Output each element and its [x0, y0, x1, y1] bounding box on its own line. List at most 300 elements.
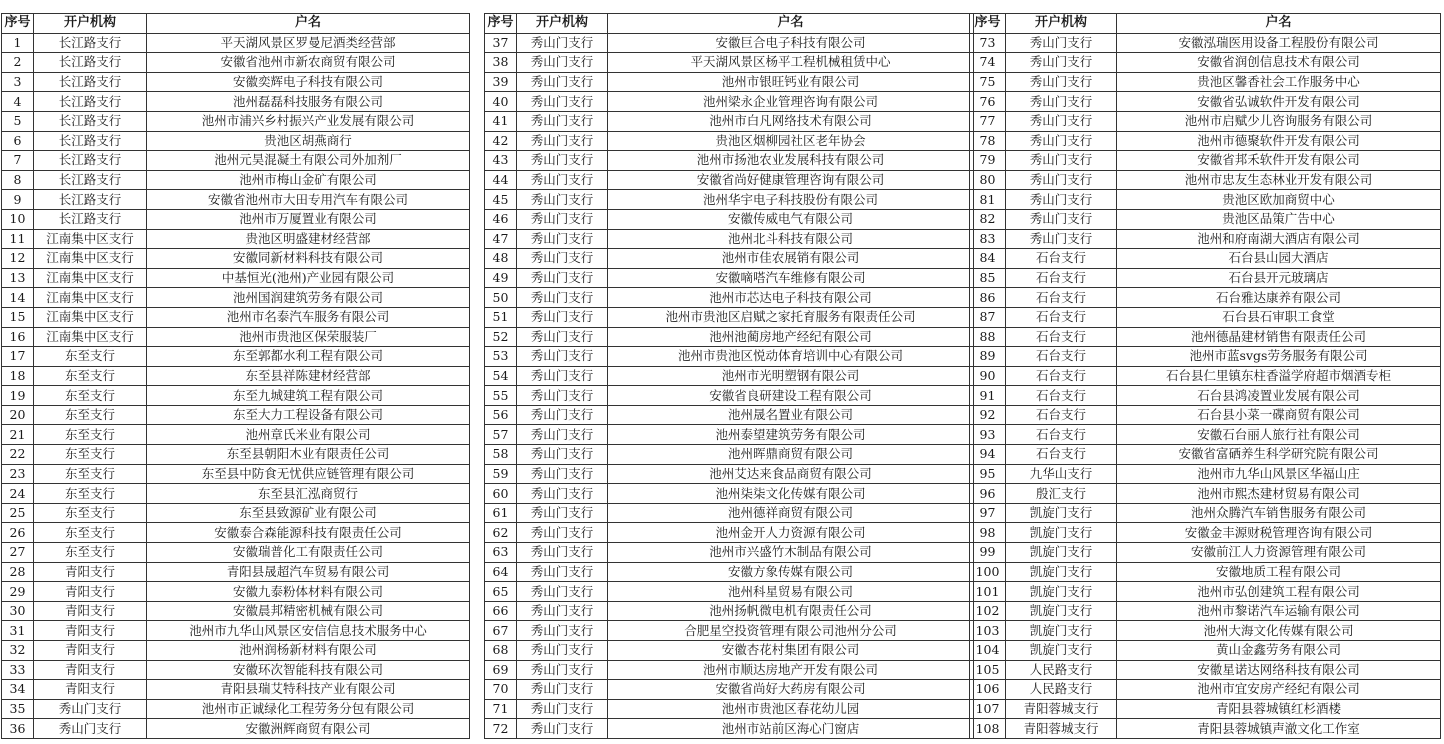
table-row [970, 151, 1441, 171]
table-row [485, 543, 974, 563]
table-row [2, 680, 470, 700]
table-row [485, 445, 974, 465]
table-row [970, 72, 1441, 92]
cell-no: 58 [485, 445, 517, 465]
cell-account-name: 东至县祥陈建材经营部 [147, 366, 470, 386]
cell-account-name: 安徽省池州市大田专用汽车有限公司 [147, 190, 470, 210]
cell-account-name: 贵池区品策广告中心 [1117, 209, 1441, 229]
table-row [2, 327, 470, 347]
cell-no: 104 [970, 641, 1006, 661]
table-row [970, 190, 1441, 210]
cell-account-name: 安徽九泰粉体材料有限公司 [147, 582, 470, 602]
table-row [2, 268, 470, 288]
cell-no: 39 [485, 72, 517, 92]
cell-no: 102 [970, 601, 1006, 621]
cell-bank: 长江路支行 [34, 209, 147, 229]
cell-no: 52 [485, 327, 517, 347]
table-row [970, 347, 1441, 367]
header-bank: 开户机构 [1006, 14, 1117, 34]
account-table-2 [484, 13, 974, 739]
table-row [970, 680, 1441, 700]
cell-bank: 秀山门支行 [517, 484, 608, 504]
table-row [485, 523, 974, 543]
cell-account-name: 池州元昊混凝土有限公司外加剂厂 [147, 151, 470, 171]
table-row [2, 386, 470, 406]
table-row [2, 307, 470, 327]
cell-account-name: 池州市贵池区悦动体育培训中心有限公司 [608, 347, 974, 367]
cell-bank: 秀山门支行 [517, 190, 608, 210]
cell-no: 66 [485, 601, 517, 621]
cell-no: 18 [2, 366, 34, 386]
cell-bank: 石台支行 [1006, 288, 1117, 308]
cell-no: 51 [485, 307, 517, 327]
cell-bank: 秀山门支行 [1006, 111, 1117, 131]
cell-bank: 秀山门支行 [1006, 170, 1117, 190]
cell-account-name: 贵池区胡燕商行 [147, 131, 470, 151]
cell-bank: 九华山支行 [1006, 464, 1117, 484]
cell-account-name: 池州市忠友生态林业开发有限公司 [1117, 170, 1441, 190]
cell-account-name: 池州市浦兴乡村振兴产业发展有限公司 [147, 111, 470, 131]
table-row [2, 288, 470, 308]
table-row [2, 562, 470, 582]
cell-bank: 秀山门支行 [517, 307, 608, 327]
table-row [2, 543, 470, 563]
cell-account-name: 池州梁永企业管理咨询有限公司 [608, 92, 974, 112]
cell-no: 13 [2, 268, 34, 288]
cell-account-name: 青阳县蓉城镇声澈文化工作室 [1117, 719, 1441, 739]
table-row [970, 405, 1441, 425]
cell-no: 49 [485, 268, 517, 288]
cell-bank: 秀山门支行 [1006, 190, 1117, 210]
cell-bank: 秀山门支行 [517, 641, 608, 661]
cell-no: 44 [485, 170, 517, 190]
cell-account-name: 安徽方象传媒有限公司 [608, 562, 974, 582]
cell-account-name: 安徽省润创信息技术有限公司 [1117, 53, 1441, 73]
cell-account-name: 池州市熙杰建材贸易有限公司 [1117, 484, 1441, 504]
cell-account-name: 池州章氏米业有限公司 [147, 425, 470, 445]
table-row [2, 229, 470, 249]
cell-no: 46 [485, 209, 517, 229]
cell-account-name: 平天湖风景区罗曼尼酒类经营部 [147, 33, 470, 53]
cell-account-name: 安徽省邦禾软件开发有限公司 [1117, 151, 1441, 171]
cell-account-name: 池州晟名置业有限公司 [608, 405, 974, 425]
cell-no: 76 [970, 92, 1006, 112]
cell-account-name: 东至郭都水利工程有限公司 [147, 347, 470, 367]
cell-bank: 长江路支行 [34, 111, 147, 131]
cell-bank: 青阳支行 [34, 660, 147, 680]
cell-no: 30 [2, 601, 34, 621]
table-row [2, 151, 470, 171]
cell-no: 86 [970, 288, 1006, 308]
cell-bank: 凯旋门支行 [1006, 621, 1117, 641]
cell-no: 107 [970, 699, 1006, 719]
cell-bank: 青阳蓉城支行 [1006, 699, 1117, 719]
cell-account-name: 东至县致源矿业有限公司 [147, 503, 470, 523]
table-row [970, 170, 1441, 190]
cell-no: 40 [485, 92, 517, 112]
table-row [2, 699, 470, 719]
cell-bank: 秀山门支行 [517, 170, 608, 190]
table-row [2, 209, 470, 229]
table-row [2, 92, 470, 112]
cell-account-name: 池州市正诚绿化工程劳务分包有限公司 [147, 699, 470, 719]
cell-account-name: 池州众腾汽车销售服务有限公司 [1117, 503, 1441, 523]
cell-bank: 秀山门支行 [1006, 92, 1117, 112]
table-row [2, 72, 470, 92]
cell-bank: 秀山门支行 [1006, 33, 1117, 53]
cell-no: 93 [970, 425, 1006, 445]
table-row [2, 621, 470, 641]
cell-bank: 石台支行 [1006, 268, 1117, 288]
cell-no: 71 [485, 699, 517, 719]
cell-bank: 秀山门支行 [1006, 53, 1117, 73]
cell-account-name: 池州和府南湖大酒店有限公司 [1117, 229, 1441, 249]
cell-account-name: 池州市德聚软件开发有限公司 [1117, 131, 1441, 151]
cell-no: 78 [970, 131, 1006, 151]
cell-no: 35 [2, 699, 34, 719]
table-row [485, 268, 974, 288]
table-row [485, 641, 974, 661]
cell-account-name: 池州华宇电子科技股份有限公司 [608, 190, 974, 210]
cell-bank: 秀山门支行 [517, 366, 608, 386]
cell-no: 34 [2, 680, 34, 700]
table-row [970, 445, 1441, 465]
cell-bank: 秀山门支行 [517, 92, 608, 112]
table-row [485, 680, 974, 700]
cell-no: 90 [970, 366, 1006, 386]
cell-no: 2 [2, 53, 34, 73]
cell-bank: 青阳支行 [34, 680, 147, 700]
cell-no: 1 [2, 33, 34, 53]
header-bank: 开户机构 [34, 14, 147, 34]
cell-bank: 秀山门支行 [517, 209, 608, 229]
table-row [485, 111, 974, 131]
cell-bank: 青阳支行 [34, 601, 147, 621]
cell-account-name: 石台县石审职工食堂 [1117, 307, 1441, 327]
cell-bank: 东至支行 [34, 543, 147, 563]
table-row [485, 209, 974, 229]
table-row [970, 464, 1441, 484]
cell-account-name: 青阳县蓉城镇红杉酒楼 [1117, 699, 1441, 719]
cell-bank: 秀山门支行 [517, 53, 608, 73]
cell-bank: 秀山门支行 [34, 699, 147, 719]
cell-no: 82 [970, 209, 1006, 229]
cell-no: 47 [485, 229, 517, 249]
cell-bank: 长江路支行 [34, 72, 147, 92]
cell-account-name: 东至九城建筑工程有限公司 [147, 386, 470, 406]
cell-no: 97 [970, 503, 1006, 523]
cell-no: 9 [2, 190, 34, 210]
cell-bank: 秀山门支行 [517, 249, 608, 269]
cell-no: 62 [485, 523, 517, 543]
cell-no: 22 [2, 445, 34, 465]
cell-account-name: 石台县山园大酒店 [1117, 249, 1441, 269]
cell-bank: 秀山门支行 [517, 405, 608, 425]
table-row [970, 425, 1441, 445]
cell-account-name: 石台县仁里镇东柱香溢学府超市烟酒专柜 [1117, 366, 1441, 386]
cell-bank: 秀山门支行 [517, 464, 608, 484]
cell-no: 89 [970, 347, 1006, 367]
table-row [2, 523, 470, 543]
cell-no: 108 [970, 719, 1006, 739]
cell-account-name: 池州市芯达电子科技有限公司 [608, 288, 974, 308]
table-row [485, 386, 974, 406]
cell-account-name: 合肥星空投资管理有限公司池州分公司 [608, 621, 974, 641]
cell-bank: 秀山门支行 [517, 288, 608, 308]
cell-no: 41 [485, 111, 517, 131]
cell-no: 16 [2, 327, 34, 347]
table-row [970, 327, 1441, 347]
table-row [485, 190, 974, 210]
cell-bank: 石台支行 [1006, 445, 1117, 465]
table-row [970, 53, 1441, 73]
cell-no: 48 [485, 249, 517, 269]
cell-no: 92 [970, 405, 1006, 425]
cell-bank: 石台支行 [1006, 425, 1117, 445]
cell-account-name: 池州市九华山风景区华福山庄 [1117, 464, 1441, 484]
table-row [970, 582, 1441, 602]
cell-account-name: 池州市启赋少儿咨询服务有限公司 [1117, 111, 1441, 131]
table-row [2, 405, 470, 425]
cell-account-name: 池州扬帆微电机有限责任公司 [608, 601, 974, 621]
cell-account-name: 石台县开元玻璃店 [1117, 268, 1441, 288]
table-row [970, 209, 1441, 229]
cell-bank: 秀山门支行 [517, 503, 608, 523]
cell-bank: 秀山门支行 [517, 660, 608, 680]
cell-no: 12 [2, 249, 34, 269]
cell-no: 99 [970, 543, 1006, 563]
cell-bank: 凯旋门支行 [1006, 543, 1117, 563]
table-row [485, 327, 974, 347]
cell-account-name: 东至县朝阳木业有限责任公司 [147, 445, 470, 465]
cell-bank: 长江路支行 [34, 33, 147, 53]
cell-bank: 东至支行 [34, 445, 147, 465]
table-row [970, 288, 1441, 308]
table-row [970, 523, 1441, 543]
cell-bank: 凯旋门支行 [1006, 582, 1117, 602]
cell-no: 17 [2, 347, 34, 367]
cell-bank: 秀山门支行 [517, 582, 608, 602]
cell-account-name: 安徽泰合森能源科技有限责任公司 [147, 523, 470, 543]
cell-bank: 秀山门支行 [517, 621, 608, 641]
table-row [970, 503, 1441, 523]
table-row [970, 641, 1441, 661]
cell-no: 20 [2, 405, 34, 425]
table-row [970, 307, 1441, 327]
table-row [970, 562, 1441, 582]
account-table-1 [1, 13, 470, 739]
cell-no: 73 [970, 33, 1006, 53]
cell-bank: 秀山门支行 [517, 680, 608, 700]
cell-no: 36 [2, 719, 34, 739]
table-row [2, 484, 470, 504]
cell-bank: 秀山门支行 [517, 719, 608, 739]
table-row [485, 621, 974, 641]
table-row [970, 33, 1441, 53]
table-row [485, 53, 974, 73]
cell-no: 21 [2, 425, 34, 445]
table-row [485, 582, 974, 602]
cell-no: 27 [2, 543, 34, 563]
cell-bank: 长江路支行 [34, 190, 147, 210]
cell-account-name: 池州市佳农展销有限公司 [608, 249, 974, 269]
table-row [2, 111, 470, 131]
cell-no: 56 [485, 405, 517, 425]
cell-bank: 秀山门支行 [517, 445, 608, 465]
table-row [485, 562, 974, 582]
cell-bank: 人民路支行 [1006, 660, 1117, 680]
cell-account-name: 安徽洲辉商贸有限公司 [147, 719, 470, 739]
cell-bank: 秀山门支行 [34, 719, 147, 739]
table-row [2, 53, 470, 73]
header-name: 户名 [1117, 14, 1441, 34]
cell-no: 74 [970, 53, 1006, 73]
cell-bank: 青阳支行 [34, 582, 147, 602]
cell-no: 28 [2, 562, 34, 582]
cell-account-name: 安徽省尚好大药房有限公司 [608, 680, 974, 700]
cell-account-name: 池州泰望建筑劳务有限公司 [608, 425, 974, 445]
table-row [2, 425, 470, 445]
cell-account-name: 池州市万厦置业有限公司 [147, 209, 470, 229]
cell-account-name: 池州市黎诺汽车运输有限公司 [1117, 601, 1441, 621]
cell-bank: 东至支行 [34, 386, 147, 406]
cell-account-name: 池州市九华山风景区安信信息技术服务中心 [147, 621, 470, 641]
table-row [2, 347, 470, 367]
cell-account-name: 池州大海文化传媒有限公司 [1117, 621, 1441, 641]
header-no: 序号 [485, 14, 517, 34]
cell-account-name: 东至大力工程设备有限公司 [147, 405, 470, 425]
cell-account-name: 中基恒光(池州)产业园有限公司 [147, 268, 470, 288]
table-row [485, 33, 974, 53]
cell-account-name: 池州德祥商贸有限公司 [608, 503, 974, 523]
cell-account-name: 池州市顺达房地产开发有限公司 [608, 660, 974, 680]
table-row [970, 229, 1441, 249]
table-row [485, 288, 974, 308]
cell-bank: 长江路支行 [34, 92, 147, 112]
table-row [485, 72, 974, 92]
cell-bank: 石台支行 [1006, 347, 1117, 367]
table-row [2, 366, 470, 386]
cell-no: 106 [970, 680, 1006, 700]
cell-bank: 秀山门支行 [517, 543, 608, 563]
cell-no: 14 [2, 288, 34, 308]
cell-bank: 秀山门支行 [517, 33, 608, 53]
cell-account-name: 安徽巨合电子科技有限公司 [608, 33, 974, 53]
table-row [2, 249, 470, 269]
cell-account-name: 池州国润建筑劳务有限公司 [147, 288, 470, 308]
header-row [485, 14, 974, 34]
header-name: 户名 [608, 14, 974, 34]
table-row [970, 366, 1441, 386]
table-row [485, 425, 974, 445]
table-row [485, 229, 974, 249]
cell-account-name: 安徽同新材料科技有限公司 [147, 249, 470, 269]
table-row [2, 660, 470, 680]
cell-bank: 石台支行 [1006, 249, 1117, 269]
cell-bank: 江南集中区支行 [34, 327, 147, 347]
cell-no: 101 [970, 582, 1006, 602]
cell-no: 60 [485, 484, 517, 504]
cell-no: 8 [2, 170, 34, 190]
table-row [2, 582, 470, 602]
cell-account-name: 青阳县瑞艾特科技产业有限公司 [147, 680, 470, 700]
cell-no: 70 [485, 680, 517, 700]
cell-bank: 东至支行 [34, 484, 147, 504]
cell-no: 10 [2, 209, 34, 229]
cell-account-name: 池州润杨新材料有限公司 [147, 641, 470, 661]
cell-no: 43 [485, 151, 517, 171]
cell-bank: 江南集中区支行 [34, 229, 147, 249]
cell-bank: 秀山门支行 [1006, 131, 1117, 151]
cell-account-name: 池州北斗科技有限公司 [608, 229, 974, 249]
cell-bank: 石台支行 [1006, 405, 1117, 425]
cell-account-name: 池州市蓝svgs劳务服务有限公司 [1117, 347, 1441, 367]
cell-no: 94 [970, 445, 1006, 465]
cell-account-name: 安徽杏花村集团有限公司 [608, 641, 974, 661]
cell-account-name: 青阳县晟超汽车贸易有限公司 [147, 562, 470, 582]
table-row [2, 503, 470, 523]
cell-account-name: 池州市兴盛竹木制品有限公司 [608, 543, 974, 563]
cell-bank: 殷汇支行 [1006, 484, 1117, 504]
cell-account-name: 池州金开人力资源有限公司 [608, 523, 974, 543]
cell-no: 42 [485, 131, 517, 151]
cell-bank: 东至支行 [34, 347, 147, 367]
cell-bank: 秀山门支行 [1006, 209, 1117, 229]
cell-no: 87 [970, 307, 1006, 327]
cell-account-name: 黄山金鑫劳务有限公司 [1117, 641, 1441, 661]
cell-bank: 秀山门支行 [517, 151, 608, 171]
cell-no: 5 [2, 111, 34, 131]
table-row [970, 484, 1441, 504]
cell-bank: 东至支行 [34, 523, 147, 543]
cell-account-name: 安徽石台丽人旅行社有限公司 [1117, 425, 1441, 445]
cell-bank: 青阳支行 [34, 562, 147, 582]
cell-account-name: 池州市扬池农业发展科技有限公司 [608, 151, 974, 171]
cell-bank: 秀山门支行 [517, 72, 608, 92]
cell-bank: 江南集中区支行 [34, 288, 147, 308]
cell-account-name: 安徽瑞普化工有限责任公司 [147, 543, 470, 563]
cell-bank: 秀山门支行 [517, 268, 608, 288]
cell-bank: 秀山门支行 [517, 327, 608, 347]
cell-account-name: 安徽省弘诚软件开发有限公司 [1117, 92, 1441, 112]
cell-account-name: 池州市弘创建筑工程有限公司 [1117, 582, 1441, 602]
table-row [2, 445, 470, 465]
cell-bank: 秀山门支行 [517, 111, 608, 131]
header-name: 户名 [147, 14, 470, 34]
cell-account-name: 东至县汇泓商贸行 [147, 484, 470, 504]
table-row [485, 249, 974, 269]
cell-no: 105 [970, 660, 1006, 680]
cell-no: 29 [2, 582, 34, 602]
header-no: 序号 [2, 14, 34, 34]
cell-no: 103 [970, 621, 1006, 641]
cell-bank: 青阳蓉城支行 [1006, 719, 1117, 739]
cell-no: 61 [485, 503, 517, 523]
cell-bank: 秀山门支行 [517, 523, 608, 543]
cell-no: 77 [970, 111, 1006, 131]
cell-account-name: 贵池区馨香社会工作服务中心 [1117, 72, 1441, 92]
cell-account-name: 安徽省尚好健康管理咨询有限公司 [608, 170, 974, 190]
cell-bank: 人民路支行 [1006, 680, 1117, 700]
cell-account-name: 安徽省池州市新农商贸有限公司 [147, 53, 470, 73]
cell-no: 91 [970, 386, 1006, 406]
cell-bank: 秀山门支行 [1006, 229, 1117, 249]
cell-no: 80 [970, 170, 1006, 190]
cell-bank: 凯旋门支行 [1006, 641, 1117, 661]
cell-no: 4 [2, 92, 34, 112]
table-row [2, 170, 470, 190]
cell-account-name: 池州市贵池区春花幼儿园 [608, 699, 974, 719]
